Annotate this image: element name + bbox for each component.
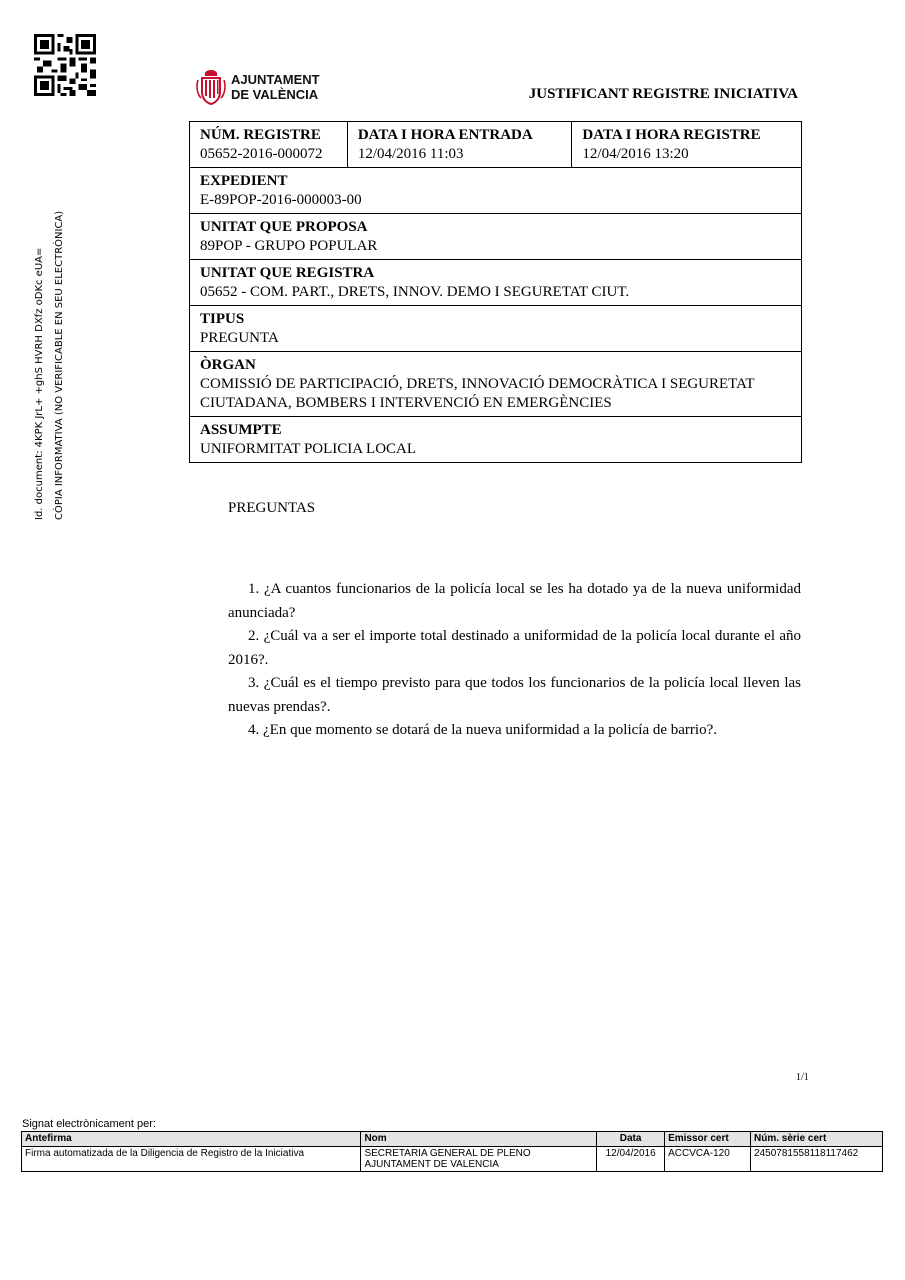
subject-cell [190, 417, 802, 463]
signature-table [21, 1131, 883, 1172]
informative-copy-line: CÒPIA INFORMATIVA (NO VERIFICABLE EN SEU ELECTRÒNICA) [54, 210, 65, 520]
proposing-unit-label: UNITAT QUE PROPOSA [200, 219, 368, 235]
serie-value: 2450781558118117462 [751, 1147, 883, 1172]
type-cell [190, 306, 802, 352]
registering-unit-value: 05652 - COM. PART., DRETS, INNOV. DEMO I SEGURETAT CIUT. [200, 284, 630, 300]
signed-by-label: Signat electrònicament per: [22, 1118, 156, 1130]
registry-datetime-value: 12/04/2016 13:20 [582, 146, 689, 162]
registering-unit-label: UNITAT QUE REGISTRA [200, 265, 375, 281]
organ-value-line-2: CIUTADANA, BOMBERS I INTERVENCIÓ EN EMERGÈNCIES [200, 395, 612, 411]
registry-row-organ [190, 352, 802, 417]
questions-list [228, 578, 801, 743]
type-value: PREGUNTA [200, 330, 279, 346]
registry-row-proposa [190, 214, 802, 260]
registry-row-tipus [190, 306, 802, 352]
nom-line-1: SECRETARIA GENERAL DE PLENO [364, 1148, 531, 1159]
registering-unit-cell [190, 260, 802, 306]
antefirma-value: Firma automatizada de la Diligencia de Registro de la Iniciativa [22, 1147, 361, 1172]
logo-line-2: DE VALÈNCIA [231, 87, 319, 102]
qr-code [34, 34, 96, 96]
header-antefirma: Antefirma [22, 1132, 361, 1147]
document-id-line: Id. document: 4KPK JrL+ +ghS HVRH DXfz oDKc eUA= [34, 247, 45, 520]
signature-row [22, 1147, 883, 1172]
header-emissor: Emissor cert [665, 1132, 751, 1147]
type-label: TIPUS [200, 311, 245, 327]
body-heading: PREGUNTAS [228, 500, 316, 516]
entry-datetime-value: 12/04/2016 11:03 [357, 146, 464, 162]
proposing-unit-cell [190, 214, 802, 260]
emissor-value: ACCVCA-120 [665, 1147, 751, 1172]
coat-of-arms-icon [196, 68, 226, 106]
registry-row-expedient [190, 168, 802, 214]
organ-cell [190, 352, 802, 417]
subject-label: ASSUMPTE [200, 422, 282, 438]
logo-line-1: AJUNTAMENT [231, 72, 320, 87]
question-item: 4. ¿En que momento se dotará de la nueva uniformidad a la policía de barrio?. [248, 722, 717, 738]
expedient-cell [190, 168, 802, 214]
page-number: 1/1 [796, 1072, 809, 1083]
signature-header-row [22, 1132, 883, 1147]
proposing-unit-value: 89POP - GRUPO POPULAR [200, 238, 378, 254]
nom-value [361, 1147, 597, 1172]
nom-line-2: AJUNTAMENT DE VALENCIA [364, 1159, 499, 1170]
question-item: 3. ¿Cuál es el tiempo previsto para que todos los funcionarios de la policía local lleven las nuevas prendas?. [228, 675, 801, 715]
registry-number-cell [190, 122, 348, 168]
subject-value: UNIFORMITAT POLICIA LOCAL [200, 441, 417, 457]
ajuntament-logo [196, 68, 320, 106]
document-title: JUSTIFICANT REGISTRE INICIATIVA [528, 86, 798, 102]
registry-row-assumpte [190, 417, 802, 463]
entry-datetime-cell [347, 122, 572, 168]
side-verification-text [30, 160, 70, 520]
registry-number-value: 05652-2016-000072 [200, 146, 323, 162]
header-data: Data [597, 1132, 665, 1147]
organ-label: ÒRGAN [200, 357, 256, 373]
registry-datetime-label: DATA I HORA REGISTRE [582, 127, 761, 143]
data-value: 12/04/2016 [597, 1147, 665, 1172]
expedient-label: EXPEDIENT [200, 173, 288, 189]
organ-value-line-1: COMISSIÓ DE PARTICIPACIÓ, DRETS, INNOVACIÓ DEMOCRÀTICA I SEGURETAT [200, 376, 755, 392]
header-nom: Nom [361, 1132, 597, 1147]
entry-datetime-label: DATA I HORA ENTRADA [357, 127, 533, 143]
header-serie: Núm. sèrie cert [751, 1132, 883, 1147]
registry-table [189, 121, 802, 463]
registry-row-dates [190, 122, 802, 168]
registry-number-label: NÚM. REGISTRE [200, 127, 321, 143]
logo-text [231, 72, 320, 102]
registry-datetime-cell [572, 122, 802, 168]
registry-row-registra [190, 260, 802, 306]
expedient-value: E-89POP-2016-000003-00 [200, 192, 362, 208]
question-item: 2. ¿Cuál va a ser el importe total destinado a uniformidad de la policía local durante el año 2016?. [228, 628, 801, 668]
question-item: 1. ¿A cuantos funcionarios de la policía local se les ha dotado ya de la nueva uniformidad anunciada? [228, 581, 801, 621]
